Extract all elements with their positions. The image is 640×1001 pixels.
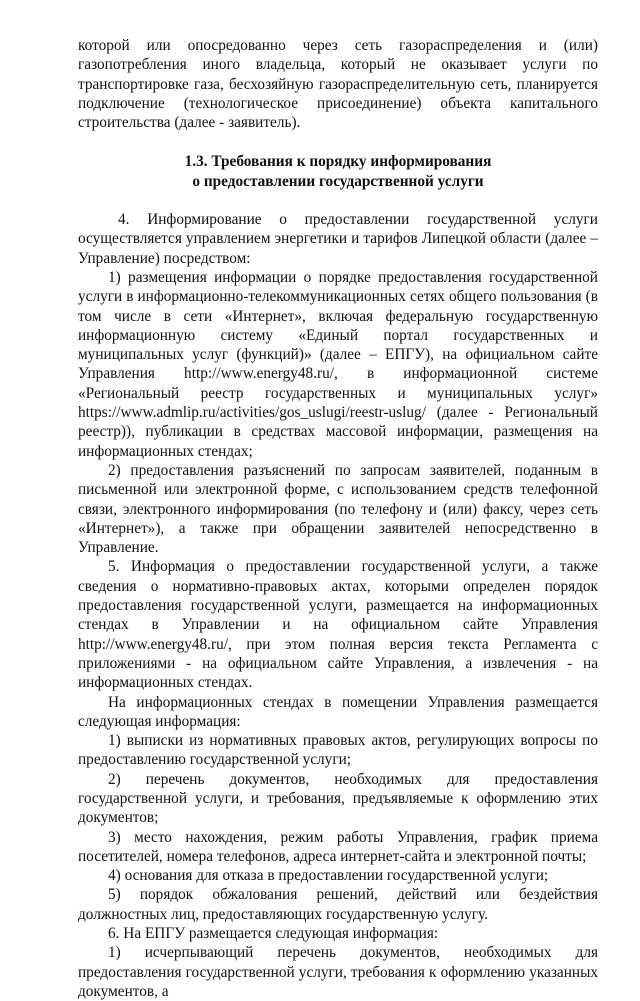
intro-paragraph: которой или опосредованно через сеть газораспределения и (или) газопотребления иного владельца, который не оказывает услуги по транспортировке газа, бесхозяйную газораспределительную сеть, планируется подключение (технологическое присоединение) объекта капитального строительства (далее - заявитель). [78, 37, 598, 132]
paragraph-6-item-1: 1) исчерпывающий перечень документов, необходимых для предоставления государственной услуги, требования к оформлению указанных документов, а [78, 944, 598, 1000]
section-heading-line-2: о предоставлении государственной услуги [192, 172, 484, 190]
paragraph-4-item-2: 2) предоставления разъяснений по запросам заявителей, поданным в письменной или электронной форме, с использованием средств телефонной связи, электронного информирования (по телефону и (или) факсу, через сеть «Интернет»), а также при обращении заявителей непосредственно в Управление. [78, 461, 598, 557]
stands-item-5: 5) порядок обжалования решений, действий или бездействия должностных лиц, предоставляющих государственную услугу. [78, 886, 598, 923]
stands-item-3: 3) место нахождения, режим работы Управления, график приема посетителей, номера телефонов, адреса интернет-сайта и электронной почты; [78, 828, 598, 865]
stands-item-1: 1) выписки из нормативных правовых актов, регулирующих вопросы по предоставлению государственной услуги; [78, 732, 598, 769]
paragraph-6: 6. На ЕПГУ размещается следующая информация: [108, 925, 439, 943]
stands-item-4: 4) основания для отказа в предоставлении государственной услуги; [108, 867, 549, 885]
paragraph-5: 5. Информация о предоставлении государственной услуги, а также сведения о нормативно-правовых актах, которыми определен порядок предоставления государственной услуги, размещается на информационных стендах в Управлении и на официальном сайте Управления http://www.energy48.ru/, при этом полная версия текста Регламента с приложениями - на официальном сайте Управления, а извлечения - на информационных стендах. [78, 558, 598, 692]
section-heading-line-1: 1.3. Требования к порядку информирования [184, 153, 492, 171]
paragraph-4: 4. Информирование о предоставлении государственной услуги осуществляется управлением энергетики и тарифов Липецкой области (далее – Управление) посредством: [78, 211, 598, 267]
paragraph-stands: На информационных стендах в помещении Управления размещается следующая информация: [78, 693, 598, 730]
paragraph-4-item-1: 1) размещения информации о порядке предоставления государственной услуги в информационно-телекоммуникационных сетях общего пользования (в том числе в сети «Интернет», включая федеральную государственную информационную систему «Единый портал государственных и муниципальных услуг (функций)» (далее – ЕПГУ), на официальном сайте Управления http://www.energy48.ru/, в информационной системе «Региональный реестр государственных и муниципальных услуг» https://www.admlip.ru/activities/gos_uslugi/reestr-uslug/ (далее - Региональный реестр)), публикации в средствах массовой информации, размещения на информационных стендах; [78, 268, 598, 460]
section-heading [78, 152, 598, 191]
stands-item-2: 2) перечень документов, необходимых для предоставления государственной услуги, и требования, предъявляемые к оформлению этих документов; [78, 770, 598, 827]
